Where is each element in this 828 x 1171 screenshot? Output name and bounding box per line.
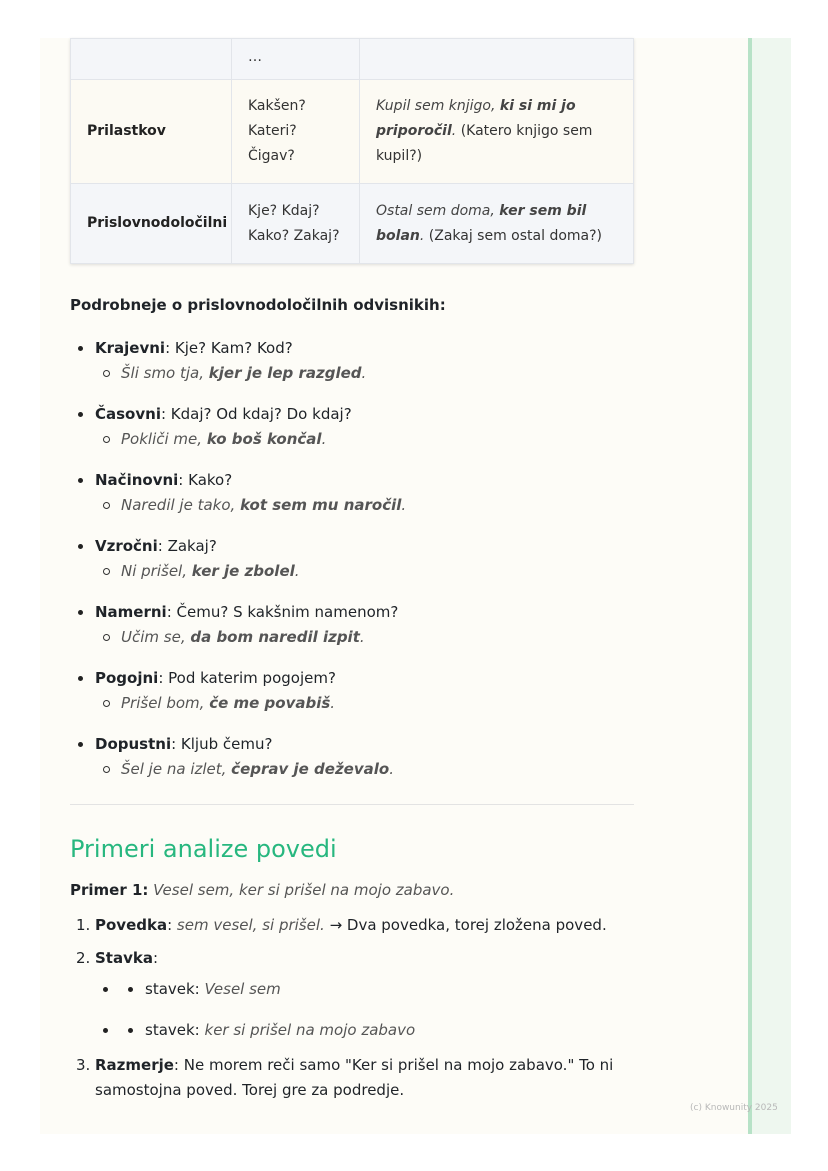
list-item (70, 946, 635, 1043)
section-divider (70, 804, 634, 805)
list-item (95, 977, 635, 1002)
example-sentence-text: Vesel sem, ker si prišel na mojo zabavo. (148, 881, 455, 899)
table-cell (232, 39, 360, 80)
clause-type-cell: Prislovnodoločilni (71, 184, 232, 264)
type-questions: : Čemu? S kakšnim namenom? (166, 603, 399, 621)
example-text: Šli smo tja, (121, 364, 209, 382)
example-clause: ker sem bil bolan (376, 202, 587, 244)
type-questions: : Kako? (178, 471, 233, 489)
example-clause: čeprav je deževalo (231, 760, 390, 778)
type-questions: : Zakaj? (157, 537, 217, 555)
example-text: Pokliči me, (121, 430, 207, 448)
example-end: . (321, 430, 327, 448)
list-item (70, 666, 635, 716)
list-item (95, 1018, 635, 1043)
list-item (70, 468, 635, 518)
example-clause: ko boš končal (206, 430, 322, 448)
subordinate-clauses-table (70, 38, 634, 264)
right-margin-bar (748, 38, 791, 1134)
list-item (70, 336, 635, 386)
type-name: Vzročni (95, 537, 158, 555)
example-clause: ker je zbolel (191, 562, 295, 580)
step-number: 2. (76, 949, 91, 967)
list-item (70, 732, 635, 782)
example-label: Primer 1: (70, 881, 149, 899)
list-item (70, 534, 635, 584)
type-name: Krajevni (95, 339, 166, 357)
type-questions: : Kljub čemu? (171, 735, 273, 753)
example-end: . (294, 562, 300, 580)
type-name: Namerni (95, 603, 167, 621)
example-item (95, 757, 635, 782)
step-text: : Ne morem reči samo "Ker si prišel na mojo zabavo." To ni samostojna poved. Torej gre za podredje. (95, 1056, 614, 1099)
list-item (70, 913, 635, 938)
example-item (95, 361, 635, 386)
step-label: Razmerje (95, 1056, 174, 1074)
clause-text: ker si prišel na mojo zabavo (204, 1021, 416, 1039)
example-explanation: (Zakaj sem ostal doma?) (424, 227, 602, 244)
table-cell (71, 39, 232, 80)
type-name: Dopustni (95, 735, 172, 753)
example-text: Učim se, (121, 628, 191, 646)
step-number: 1. (76, 916, 91, 934)
subheading: Podrobneje o prislovnodoločilnih odvisnikih: (70, 296, 446, 314)
step-italic: sem vesel, si prišel. (176, 916, 325, 934)
questions-cell: Kakšen? Kateri? Čigav? (232, 80, 360, 184)
clause-type-cell: Prilastkov (71, 80, 232, 184)
example-clause: ki si mi jo priporočil (376, 98, 576, 139)
questions-cell: Kje? Kdaj? Kako? Zakaj? (232, 184, 360, 264)
table-row (71, 80, 634, 184)
example-text: Šel je na izlet, (121, 760, 232, 778)
example-end: . (359, 628, 365, 646)
adverbial-types-list (70, 336, 635, 782)
page-content (70, 38, 635, 1111)
example-end: . (330, 694, 336, 712)
clause-prefix: stavek: (145, 1021, 205, 1039)
example-item (95, 493, 635, 518)
example-explanation: (Katero knjigo sem kupil?) (376, 123, 593, 164)
example-sentence (70, 879, 635, 901)
table-cell (360, 39, 634, 80)
document-page (40, 38, 748, 1134)
type-name: Časovni (95, 405, 161, 423)
step-colon: : (167, 916, 177, 934)
example-end: . (451, 123, 457, 139)
example-cell (360, 80, 634, 184)
example-cell (360, 184, 634, 264)
clause-prefix: stavek: (145, 980, 205, 998)
example-text: Kupil sem knjigo, (376, 98, 500, 114)
section-title: Primeri analize povedi (70, 835, 337, 863)
clause-list (95, 977, 635, 1043)
type-questions: : Kje? Kam? Kod? (165, 339, 293, 357)
example-item (95, 691, 635, 716)
example-end: . (361, 364, 367, 382)
list-item (70, 600, 635, 650)
example-clause: če me povabiš (209, 694, 331, 712)
step-label: Povedka (95, 916, 168, 934)
step-number: 3. (76, 1056, 91, 1074)
example-text: Ostal sem doma, (376, 202, 500, 219)
step-label: Stavka (95, 949, 153, 967)
example-text: Naredil je tako, (121, 496, 241, 514)
example-item (95, 427, 635, 452)
example-end: . (389, 760, 394, 778)
type-name: Načinovni (95, 471, 179, 489)
table-row (71, 184, 634, 264)
clause-text: Vesel sem (204, 980, 281, 998)
type-questions: : Kdaj? Od kdaj? Do kdaj? (160, 405, 352, 423)
analysis-steps (70, 913, 635, 1103)
list-item (70, 1053, 635, 1103)
example-end: . (401, 496, 407, 514)
watermark: (c) Knowunity 2025 (690, 1103, 778, 1113)
example-item (95, 625, 635, 650)
table-cell-text: … (248, 49, 262, 65)
example-text: Prišel bom, (121, 694, 210, 712)
step-text: → Dva povedka, torej zložena poved. (324, 916, 607, 934)
example-clause: da bom naredil izpit (190, 628, 360, 646)
list-item (70, 402, 635, 452)
step-colon: : (152, 949, 159, 967)
example-end: . (419, 227, 425, 244)
example-clause: kot sem mu naročil (240, 496, 402, 514)
type-questions: : Pod katerim pogojem? (158, 669, 336, 687)
example-text: Ni prišel, (121, 562, 192, 580)
example-item (95, 559, 635, 584)
type-name: Pogojni (95, 669, 159, 687)
example-clause: kjer je lep razgled (208, 364, 362, 382)
table-row (71, 39, 634, 80)
